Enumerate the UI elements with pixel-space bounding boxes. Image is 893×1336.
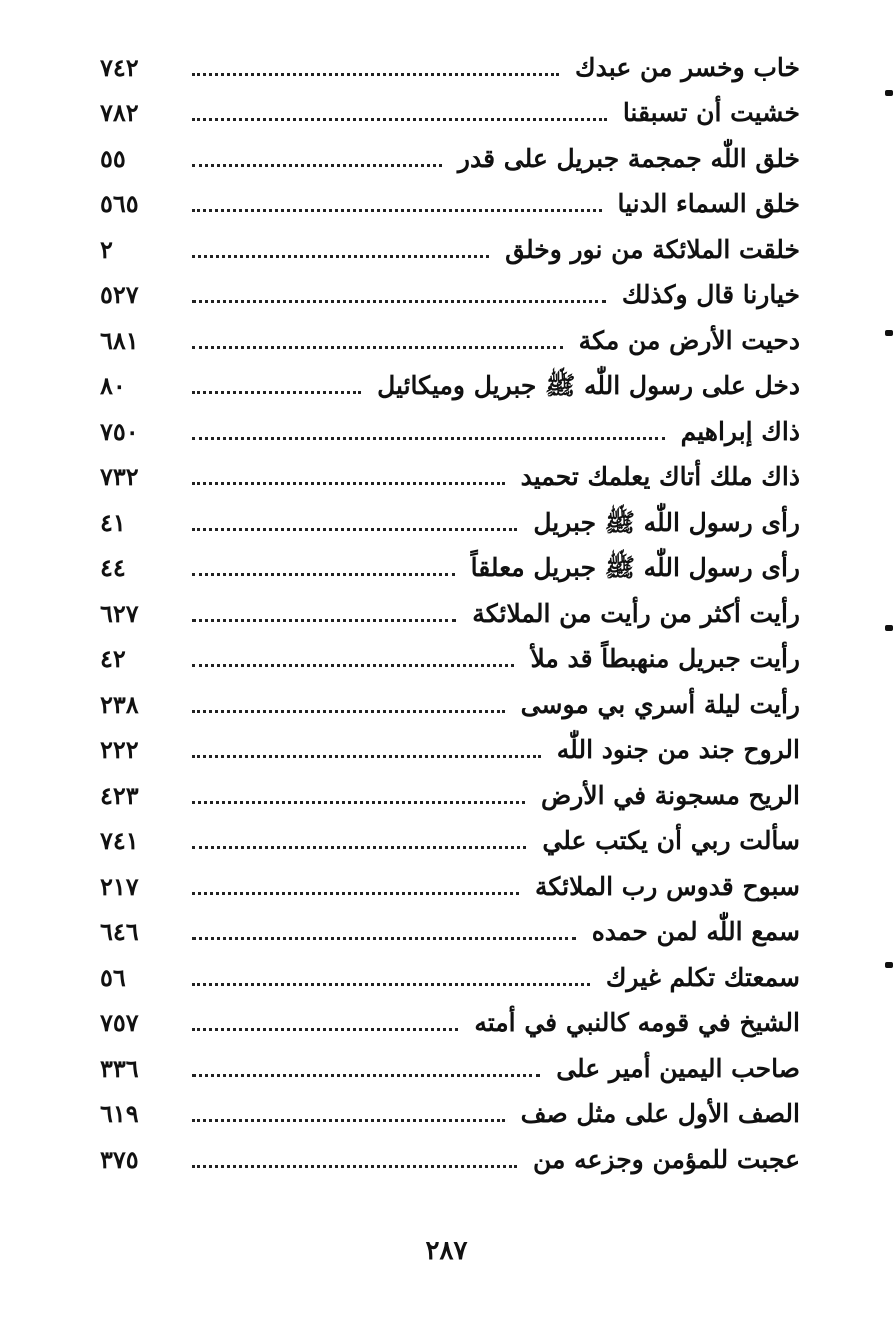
- scan-edge-mark: [885, 330, 893, 336]
- index-entry: [100, 1041, 800, 1087]
- leader-dots: [192, 118, 607, 121]
- entry-text: خيارنا قال وكذلك: [621, 280, 800, 309]
- index-entry: [100, 404, 800, 450]
- entry-page-ref: ٦٨١: [100, 325, 139, 355]
- index-entry: [100, 177, 800, 223]
- entry-page-ref: ٦١٩: [100, 1099, 139, 1128]
- entry-text: خاب وخسر من عبدك: [575, 52, 800, 82]
- leader-dots: [192, 1028, 458, 1031]
- index-entry: [100, 1132, 800, 1178]
- entry-page-ref: ٧٣٢: [100, 462, 139, 491]
- entry-text: الروح جند من جنود اللّٰه: [556, 735, 800, 764]
- leader-dots: [192, 755, 541, 758]
- leader-dots: [192, 164, 442, 167]
- leader-dots: [192, 346, 563, 349]
- index-entry: [100, 1087, 800, 1133]
- leader-dots: [192, 619, 456, 622]
- leader-dots: [192, 73, 559, 76]
- entry-text: خلقت الملائكة من نور وخلق: [505, 234, 800, 264]
- entry-text: سمع اللّٰه لمن حمده: [591, 917, 800, 946]
- leader-dots: [192, 983, 590, 986]
- leader-dots: [192, 391, 361, 394]
- leader-dots: [192, 528, 517, 531]
- index-list: [100, 40, 800, 1178]
- entry-text: رأيت ليلة أسري بي موسى: [520, 689, 800, 719]
- entry-text: سبوح قدوس رب الملائكة: [534, 871, 800, 901]
- entry-page-ref: ٥٦٥: [100, 189, 139, 218]
- index-entry: [100, 222, 800, 268]
- entry-page-ref: ٤١: [100, 507, 126, 537]
- entry-page-ref: ٤٢٣: [100, 780, 139, 810]
- index-entry: [100, 996, 800, 1042]
- entry-page-ref: ٢: [100, 234, 113, 264]
- leader-dots: [192, 482, 505, 485]
- leader-dots: [192, 1119, 505, 1122]
- entry-text: خلق السماء الدنيا: [617, 189, 800, 218]
- leader-dots: [192, 664, 514, 667]
- entry-text: الريح مسجونة في الأرض: [541, 780, 800, 810]
- leader-dots: [192, 209, 602, 212]
- index-entry: [100, 450, 800, 496]
- entry-page-ref: ٧٨٢: [100, 98, 139, 127]
- index-entry: [100, 814, 800, 860]
- leader-dots: [192, 1165, 517, 1168]
- index-entry: [100, 632, 800, 678]
- entry-text: سألت ربي أن يكتب علي: [542, 826, 800, 855]
- entry-page-ref: ٧٤١: [100, 826, 139, 855]
- index-entry: [100, 40, 800, 86]
- entry-text: رأيت جبريل منهبطاً قد ملأ: [530, 644, 800, 673]
- leader-dots: [192, 255, 489, 258]
- index-entry: [100, 86, 800, 132]
- leader-dots: [192, 937, 576, 940]
- entry-page-ref: ٥٢٧: [100, 280, 139, 309]
- index-entry: [100, 677, 800, 723]
- index-entry: [100, 859, 800, 905]
- index-entry: [100, 359, 800, 405]
- index-entry: [100, 950, 800, 996]
- index-entry: [100, 768, 800, 814]
- entry-text: رأى رسول اللّٰه ﷺ جبريل: [533, 507, 800, 537]
- entry-page-ref: ٥٥: [100, 143, 126, 173]
- entry-page-ref: ٨٠: [100, 371, 126, 400]
- scan-edge-mark: [885, 625, 893, 631]
- entry-page-ref: ٤٢: [100, 644, 126, 673]
- index-entry: [100, 905, 800, 951]
- entry-text: خشيت أن تسبقنا: [622, 98, 800, 127]
- leader-dots: [192, 846, 526, 849]
- entry-page-ref: ٣٧٥: [100, 1144, 139, 1174]
- entry-page-ref: ٤٤: [100, 553, 126, 582]
- entry-text: ذاك ملك أتاك يعلمك تحميد: [520, 462, 800, 491]
- entry-text: عجبت للمؤمن وجزعه من: [532, 1144, 800, 1174]
- entry-page-ref: ٢٣٨: [100, 689, 139, 719]
- leader-dots: [192, 892, 519, 895]
- index-entry: [100, 268, 800, 314]
- scan-edge-mark: [885, 962, 893, 968]
- scan-edge-mark: [885, 90, 893, 96]
- index-entry: [100, 313, 800, 359]
- entry-page-ref: ٣٣٦: [100, 1053, 139, 1083]
- entry-text: صاحب اليمين أمير على: [556, 1053, 800, 1083]
- index-entry: [100, 131, 800, 177]
- leader-dots: [192, 710, 505, 713]
- index-entry: [100, 541, 800, 587]
- entry-text: الصف الأول على مثل صف: [520, 1099, 800, 1128]
- entry-text: دخل على رسول اللّٰه ﷺ جبريل وميكائيل: [377, 371, 800, 400]
- entry-text: دحيت الأرض من مكة: [578, 325, 800, 355]
- entry-text: سمعتك تكلم غيرك: [605, 962, 800, 992]
- entry-page-ref: ٦٢٧: [100, 598, 139, 628]
- entry-text: الشيخ في قومه كالنبي في أمته: [474, 1008, 800, 1037]
- entry-text: خلق اللّٰه جمجمة جبريل على قدر: [457, 143, 800, 173]
- index-entry: [100, 495, 800, 541]
- entry-page-ref: ٧٥٠: [100, 416, 139, 446]
- entry-text: ذاك إبراهيم: [680, 416, 800, 446]
- page-number: ٢٨٧: [425, 1236, 468, 1266]
- entry-page-ref: ٧٤٢: [100, 52, 139, 82]
- entry-page-ref: ٥٦: [100, 962, 126, 992]
- entry-page-ref: ٧٥٧: [100, 1008, 139, 1037]
- entry-page-ref: ٢٢٢: [100, 735, 139, 764]
- index-entry: [100, 586, 800, 632]
- leader-dots: [192, 573, 455, 576]
- index-entry: [100, 723, 800, 769]
- leader-dots: [192, 801, 525, 804]
- leader-dots: [192, 1074, 540, 1077]
- entry-text: رأيت أكثر من رأيت من الملائكة: [472, 598, 800, 628]
- entry-text: رأى رسول اللّٰه ﷺ جبريل معلقاً: [470, 553, 800, 582]
- entry-page-ref: ٦٤٦: [100, 917, 139, 946]
- leader-dots: [192, 300, 606, 303]
- entry-page-ref: ٢١٧: [100, 871, 139, 901]
- leader-dots: [192, 437, 665, 440]
